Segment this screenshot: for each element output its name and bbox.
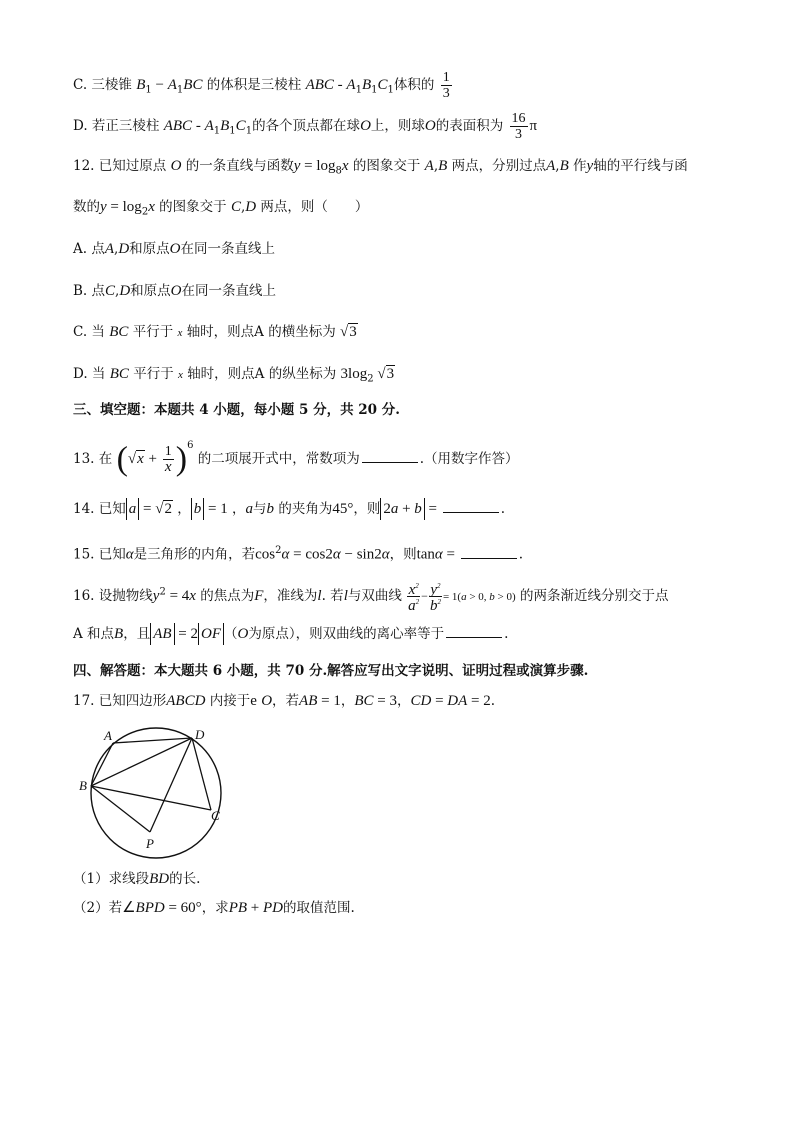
label-p: P bbox=[146, 836, 154, 851]
label-c: C bbox=[211, 808, 220, 823]
text: . bbox=[504, 626, 509, 642]
q16-line2: A 和点B，且 AB = 2 OF （O为原点），则双曲线的离心率等于 . bbox=[73, 623, 508, 645]
text: ，则 bbox=[389, 546, 417, 563]
text: D. 当 bbox=[73, 366, 106, 382]
text: ，求 bbox=[201, 900, 229, 916]
text: 与 bbox=[253, 501, 267, 517]
q13: 13. 在 (√x + $\frac{1}{x}$ )$^6$ 的二项展开式中，常数项为 .（用数字作答） bbox=[73, 439, 519, 478]
fraction-1-3: $\frac{1}{3}$ bbox=[442, 70, 450, 101]
text: . 若 bbox=[321, 588, 344, 604]
text: 17. 已知四边形 bbox=[73, 693, 167, 709]
text: 在同一条直线上 bbox=[181, 283, 277, 299]
fraction-16-3: $\frac{16}{3}$ bbox=[511, 111, 526, 142]
label-d: D bbox=[195, 727, 205, 742]
text: 16. 设抛物线 bbox=[73, 588, 153, 604]
text: 两点，分别过点 bbox=[451, 158, 547, 174]
answer-blank[interactable] bbox=[461, 546, 517, 559]
q11-option-d: D. 若正三棱柱 ABC - $A_1B_1C_1$的各个顶点都在球O上，则球O的表面积为 $\frac{16}{3}$ π bbox=[73, 111, 538, 142]
text: 的两条渐近线分别交于点 bbox=[519, 588, 669, 604]
text: 与双曲线 bbox=[347, 588, 402, 604]
text: 轴的平行线与函 bbox=[593, 158, 688, 174]
text: 的表面积为 bbox=[435, 118, 504, 134]
q14: 14. 已知 a = √2 ， b = 1 ，a与b 的夹角为45°，则 2a + b = . bbox=[73, 498, 505, 520]
text: ，则 bbox=[353, 501, 381, 517]
answer-blank[interactable] bbox=[362, 450, 418, 463]
q12-option-b: B. 点C,D和原点O在同一条直线上 bbox=[73, 283, 277, 299]
text: 的图象交于 bbox=[352, 158, 421, 174]
text: B. 点 bbox=[73, 283, 106, 299]
text: 是三角形的内角，若 bbox=[133, 546, 256, 563]
text: C. 当 bbox=[73, 324, 105, 340]
text: 为原点），则双曲线的离心率等于 bbox=[248, 626, 445, 642]
text: D. 若正三棱柱 bbox=[73, 118, 160, 134]
text: ，准线为 bbox=[263, 588, 318, 604]
text: 上，则球 bbox=[370, 118, 425, 134]
section-3-heading: 三、填空题：本题共 4 小题，每小题 5 分，共 20 分. bbox=[73, 402, 400, 418]
text: 轴时，则点A 的横坐标为 bbox=[186, 324, 336, 340]
text: C. 三棱锥 bbox=[73, 77, 132, 93]
text: 和原点 bbox=[129, 241, 170, 257]
q16-line1: 16. 设抛物线$y^2 = 4x$ 的焦点为F，准线为l. 若l与双曲线 $\frac{x^2}{a^2}$ − $\frac{y^2}{b^2}$ = 1(a > 0, b > 0) 的两条渐近线分别交于点 bbox=[73, 582, 669, 614]
text: 的二项展开式中，常数项为 bbox=[197, 451, 360, 467]
q17-sub2: （2）若∠BPD = 60°，求PB + PD的取值范围. bbox=[73, 900, 355, 916]
text: 平行于 bbox=[133, 366, 174, 382]
text: 的各个顶点都在球 bbox=[252, 118, 361, 134]
text: 在同一条直线上 bbox=[180, 241, 275, 257]
q12-stem-line2: 数的$y = \log_2x$ 的图象交于 C,D 两点，则（ ） bbox=[73, 199, 369, 218]
text: （1）求线段 bbox=[73, 871, 150, 887]
text: 和原点 bbox=[130, 283, 171, 299]
label-a: A bbox=[104, 728, 112, 743]
text: 作 bbox=[573, 158, 587, 174]
text: 的一条直线与函数 bbox=[185, 158, 294, 174]
answer-blank[interactable] bbox=[443, 500, 499, 513]
figure-lines bbox=[91, 738, 211, 832]
text: （ bbox=[224, 626, 238, 642]
text: 的图象交于 bbox=[159, 199, 227, 215]
text: 的长. bbox=[169, 871, 201, 887]
text: 内接于 bbox=[209, 693, 251, 709]
q12-option-c: C. 当 BC 平行于 x 轴时，则点A 的横坐标为 √3 bbox=[73, 324, 357, 340]
label-b: B bbox=[79, 778, 87, 793]
q12-option-d: D. 当 BC 平行于 x 轴时，则点A 的纵坐标为 $3\log_2$ √3 bbox=[73, 366, 395, 385]
text: 数的 bbox=[73, 199, 100, 215]
text: 的体积是三棱柱 bbox=[206, 77, 302, 93]
text: 12. 已知过原点 bbox=[73, 158, 167, 174]
text: （2）若 bbox=[73, 900, 123, 916]
circle-symbol: e bbox=[250, 693, 257, 709]
q17-stem: 17. 已知四边形ABCD 内接于e O，若AB = 1，BC = 3，CD = DA = 2. bbox=[73, 693, 496, 709]
text: 的焦点为 bbox=[200, 588, 255, 604]
cyclic-quadrilateral-figure bbox=[78, 722, 238, 862]
section-4-heading: 四、解答题：本大题共 6 小题，共 70 分.解答应写出文字说明、证明过程或演算步骤. bbox=[73, 663, 589, 679]
q12-option-a: A. 点A,D和原点O在同一条直线上 bbox=[73, 241, 275, 257]
text: A. 点 bbox=[73, 241, 105, 257]
text: A 和点 bbox=[73, 626, 115, 642]
text: 轴时，则点A 的纵坐标为 bbox=[187, 366, 337, 382]
text: ，若 bbox=[272, 693, 300, 709]
text: 两点，则（ ） bbox=[260, 199, 369, 215]
q15: 15. 已知α是三角形的内角，若$\cos^2\alpha = \cos 2\alpha - \sin 2\alpha$，则tanα = . bbox=[73, 545, 524, 563]
text: 体积的 bbox=[393, 77, 435, 93]
text: 15. 已知 bbox=[73, 546, 126, 563]
text: 14. 已知 bbox=[73, 501, 126, 517]
q12-stem-line1: 12. 已知过原点 O 的一条直线与函数$y = \log_8x$ 的图象交于 A,B 两点，分别过点A,B 作y轴的平行线与函 bbox=[73, 158, 688, 177]
text: 13. 在 bbox=[73, 451, 113, 467]
answer-blank[interactable] bbox=[446, 625, 502, 638]
text: 平行于 bbox=[132, 324, 174, 340]
text: 的取值范围. bbox=[282, 900, 355, 916]
q11-option-c: C. 三棱锥 $B_1 - A_1BC$ 的体积是三棱柱 ABC - $A_1B_1C_1$体积的 $\frac{1}{3}$ bbox=[73, 70, 450, 101]
text: ，且 bbox=[123, 626, 151, 642]
text: 的夹角为 bbox=[278, 501, 333, 517]
text: .（用数字作答） bbox=[419, 451, 519, 467]
q17-sub1: （1）求线段BD的长. bbox=[73, 871, 201, 887]
